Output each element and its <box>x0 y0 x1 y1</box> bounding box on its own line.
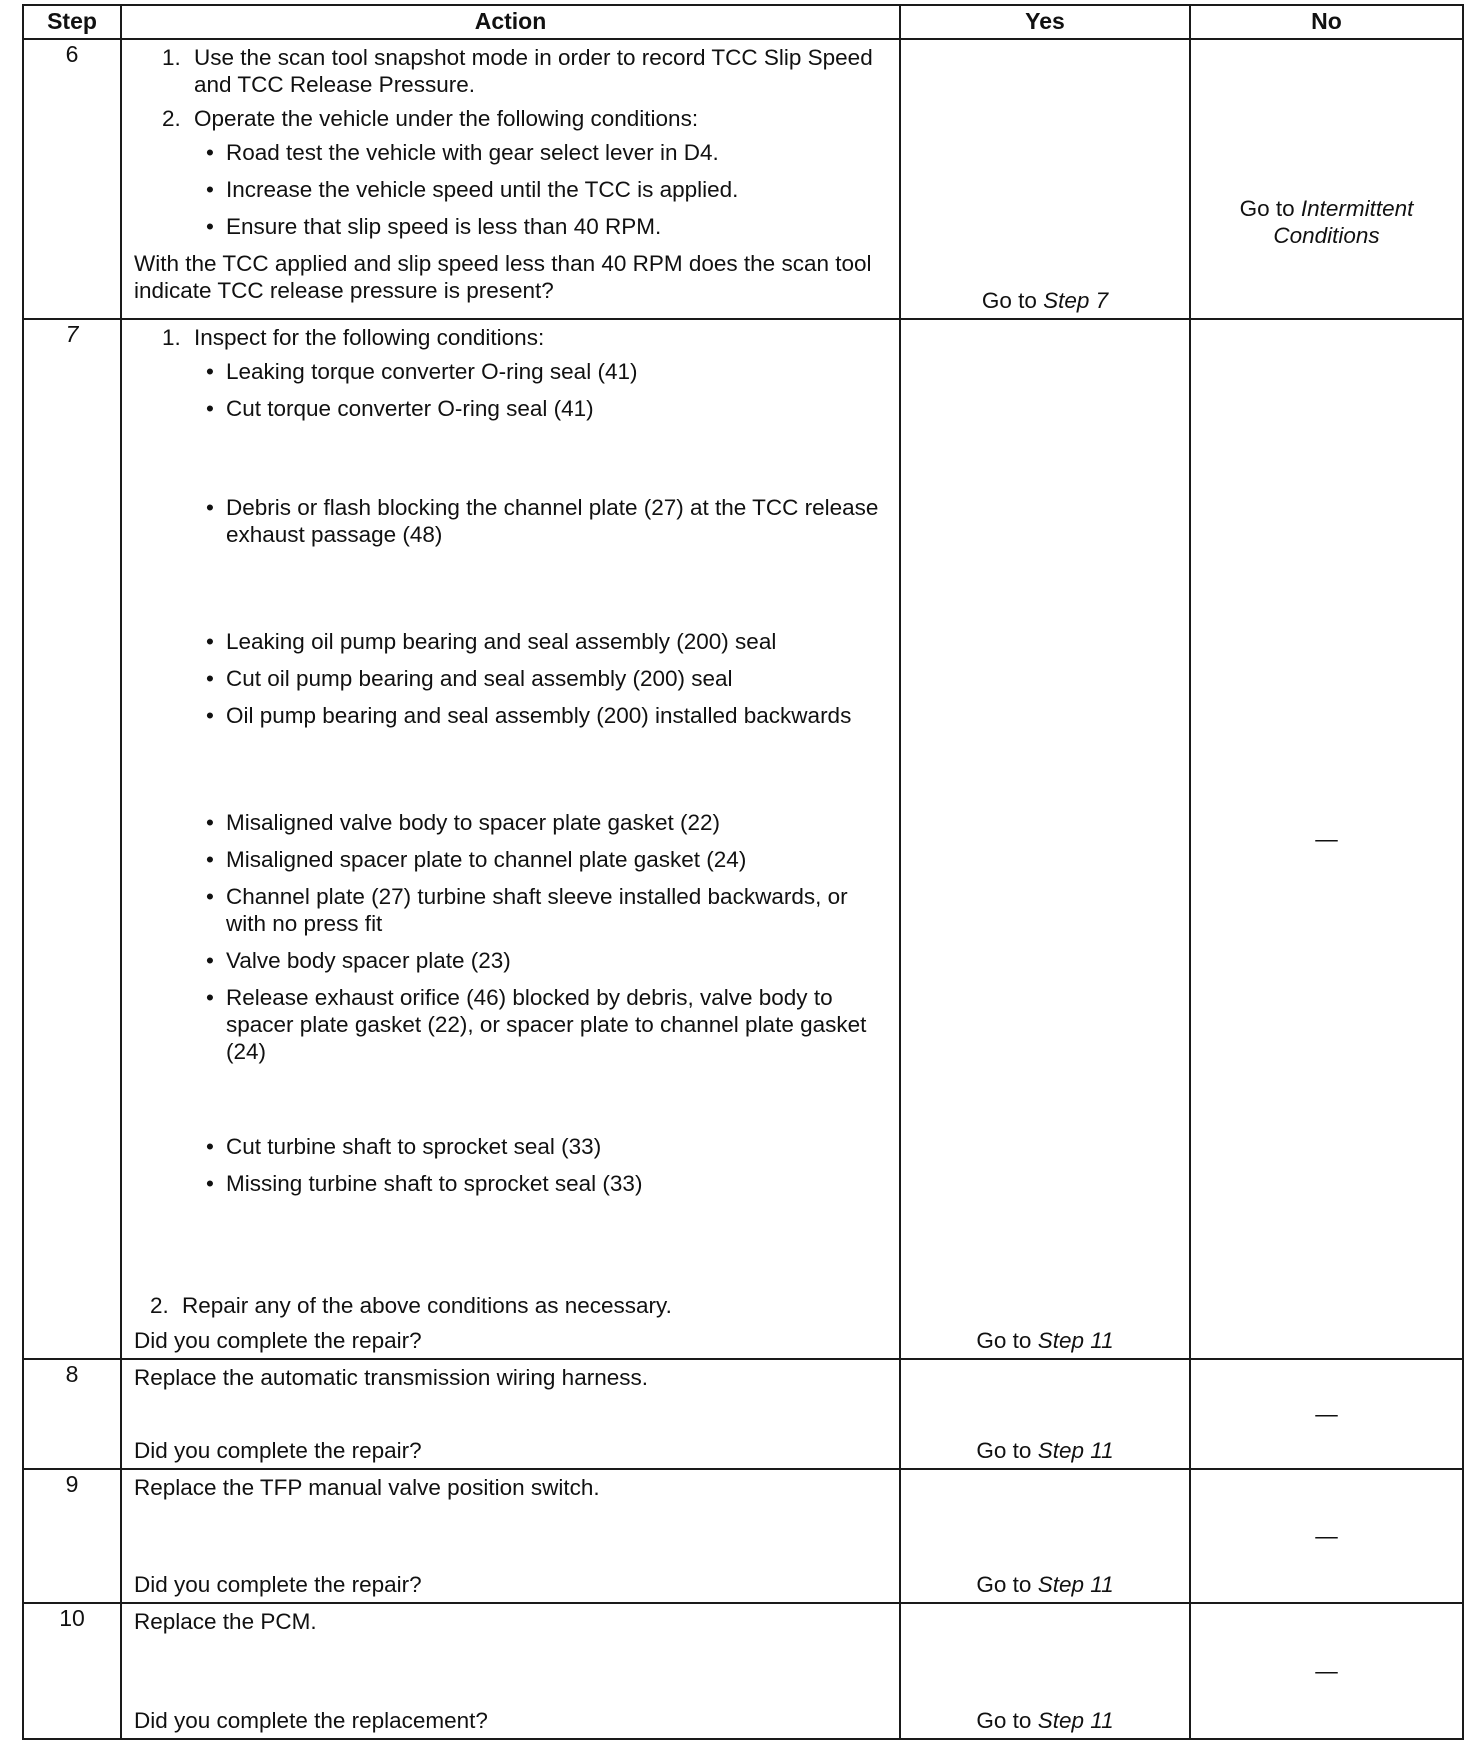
yes-cell <box>900 39 1190 319</box>
no-cell <box>1190 1359 1463 1469</box>
condition-item: • Misaligned spacer plate to channel plate gasket (24) <box>194 846 889 873</box>
step-question: Did you complete the repair? <box>134 1328 422 1353</box>
step-question: With the TCC applied and slip speed less than 40 RPM does the scan tool indicate TCC release pressure is present? <box>134 251 872 303</box>
yes-goto[interactable] <box>901 1571 1189 1598</box>
condition-item: • Valve body spacer plate (23) <box>194 947 889 974</box>
table-row-step-9 <box>23 1469 1463 1603</box>
section-reference: Intermittent <box>1300 196 1414 221</box>
step-number: 7 <box>23 319 121 1359</box>
table-row-step-7 <box>23 319 1463 1359</box>
yes-cell <box>900 1359 1190 1469</box>
substep-list <box>134 44 889 240</box>
table-row-step-8 <box>23 1359 1463 1469</box>
substep <box>134 44 889 98</box>
step-question: Did you complete the repair? <box>134 1438 422 1463</box>
step-number: 8 <box>23 1359 121 1469</box>
substep-number: 2. <box>150 1293 169 1318</box>
substep-number: 2. <box>162 106 181 131</box>
condition-item: • Leaking torque converter O-ring seal (41) <box>194 358 889 385</box>
action-text: Replace the automatic transmission wiring harness. <box>134 1365 648 1390</box>
substep-list <box>134 324 889 1197</box>
condition-item: • Road test the vehicle with gear select lever in D4. <box>194 139 889 166</box>
condition-item: • Misaligned valve body to spacer plate gasket (22) <box>194 809 889 836</box>
condition-item: • Oil pump bearing and seal assembly (200) installed backwards <box>194 702 889 729</box>
action-text: Replace the PCM. <box>134 1609 317 1634</box>
condition-item: • Cut oil pump bearing and seal assembly (200) seal <box>194 665 889 692</box>
yes-goto[interactable] <box>901 1707 1189 1734</box>
header-no: No <box>1190 5 1463 39</box>
yes-cell <box>900 1469 1190 1603</box>
substep-number: 1. <box>162 45 181 70</box>
step-reference: Step 11 <box>1037 1708 1114 1733</box>
header-yes: Yes <box>900 5 1190 39</box>
no-cell <box>1190 319 1463 1359</box>
substep-text: Inspect for the following conditions: <box>194 325 545 350</box>
step-reference: Step 11 <box>1037 1328 1114 1353</box>
action-cell <box>121 39 900 319</box>
action-text: Replace the TFP manual valve position switch. <box>134 1475 600 1500</box>
table-row-step-10 <box>23 1603 1463 1739</box>
no-value: — <box>1315 826 1338 852</box>
no-cell <box>1190 1603 1463 1739</box>
yes-cell <box>900 1603 1190 1739</box>
condition-list <box>194 358 889 1197</box>
table-header-row <box>23 5 1463 39</box>
step-number: 9 <box>23 1469 121 1603</box>
step-number: 10 <box>23 1603 121 1739</box>
step-footer <box>134 1292 889 1354</box>
yes-cell <box>900 319 1190 1359</box>
no-cell <box>1190 1469 1463 1603</box>
yes-goto[interactable] <box>901 287 1189 314</box>
condition-item: • Cut torque converter O-ring seal (41) <box>194 395 889 422</box>
action-cell <box>121 1469 900 1603</box>
condition-item: • Increase the vehicle speed until the TCC is applied. <box>194 176 889 203</box>
substep-number: 1. <box>162 325 181 350</box>
substep-text: Use the scan tool snapshot mode in order to record TCC Slip Speed and TCC Release Pressure. <box>194 45 873 97</box>
condition-item: • Channel plate (27) turbine shaft sleeve installed backwards, or with no press fit <box>194 883 889 937</box>
substep-text: Repair any of the above conditions as necessary. <box>182 1293 672 1318</box>
goto-prefix: Go to <box>976 1572 1038 1597</box>
action-cell <box>121 1359 900 1469</box>
step-question: Did you complete the repair? <box>134 1572 422 1597</box>
no-value: — <box>1315 1658 1338 1684</box>
condition-item: • Ensure that slip speed is less than 40 RPM. <box>194 213 889 240</box>
condition-item: • Missing turbine shaft to sprocket seal (33) <box>194 1170 889 1197</box>
goto-prefix: Go to <box>976 1328 1038 1353</box>
no-cell <box>1190 39 1463 319</box>
action-cell <box>121 1603 900 1739</box>
header-action: Action <box>121 5 900 39</box>
yes-goto[interactable] <box>901 1437 1189 1464</box>
no-goto[interactable] <box>1191 195 1462 249</box>
section-reference: Conditions <box>1273 223 1380 248</box>
action-cell <box>121 319 900 1359</box>
goto-prefix: Go to <box>981 288 1044 313</box>
condition-list <box>194 139 889 240</box>
no-value: — <box>1315 1523 1338 1549</box>
step-reference: Step 7 <box>1043 288 1109 313</box>
step-reference: Step 11 <box>1037 1438 1114 1463</box>
substep <box>134 324 889 1197</box>
yes-goto[interactable] <box>901 1327 1189 1354</box>
no-value: — <box>1315 1401 1338 1427</box>
substep-text: Operate the vehicle under the following conditions: <box>194 106 699 131</box>
goto-prefix: Go to <box>976 1438 1038 1463</box>
step-reference: Step 11 <box>1037 1572 1114 1597</box>
step-question: Did you complete the replacement? <box>134 1708 488 1733</box>
step-number: 6 <box>23 39 121 319</box>
goto-prefix: Go to <box>1239 196 1301 221</box>
condition-item: • Leaking oil pump bearing and seal assembly (200) seal <box>194 628 889 655</box>
substep <box>134 1292 889 1319</box>
condition-item: • Release exhaust orifice (46) blocked by debris, valve body to spacer plate gasket (22), or spacer plate to channel plate gasket (24) <box>194 984 889 1065</box>
condition-item: • Debris or flash blocking the channel plate (27) at the TCC release exhaust passage (48) <box>194 494 889 548</box>
substep <box>134 105 889 240</box>
diagnostic-table <box>22 4 1464 1740</box>
goto-prefix: Go to <box>976 1708 1038 1733</box>
table-row-step-6 <box>23 39 1463 319</box>
header-step: Step <box>23 5 121 39</box>
condition-item: • Cut turbine shaft to sprocket seal (33) <box>194 1133 889 1160</box>
